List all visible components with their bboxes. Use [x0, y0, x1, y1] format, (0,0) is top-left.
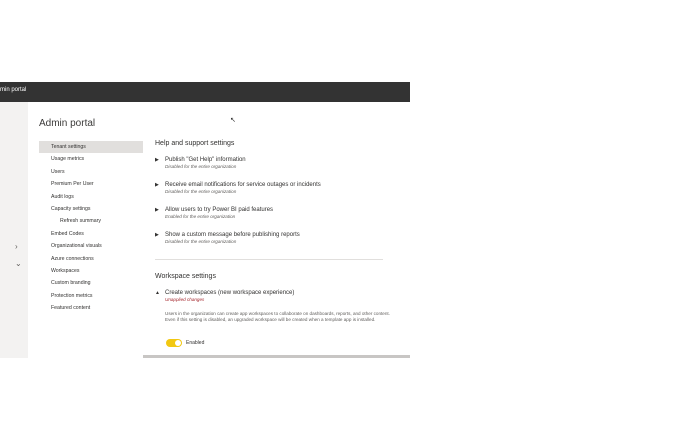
admin-portal-pane — [28, 102, 410, 358]
setting-name: Receive email notifications for service outages or incidents — [165, 182, 321, 188]
caret-right-icon[interactable]: ▶ — [155, 207, 159, 213]
nav-item-tenant-settings[interactable]: Tenant settings — [39, 141, 143, 153]
mouse-cursor-icon: ↖ — [230, 117, 236, 124]
section-title-workspace: Workspace settings — [155, 273, 216, 280]
top-bar-title: min portal — [0, 87, 27, 93]
section-divider — [155, 259, 383, 260]
nav-item-protection-metrics[interactable]: Protection metrics — [51, 292, 93, 299]
setting-status: Disabled for the entire organization — [165, 189, 237, 194]
setting-status: Disabled for the entire organization — [165, 164, 237, 169]
nav-item-azure-connections[interactable]: Azure connections — [51, 255, 94, 262]
horizontal-scrollbar[interactable] — [143, 355, 410, 358]
section-title-help: Help and support settings — [155, 140, 235, 147]
setting-status: Enabled for the entire organization — [165, 214, 236, 219]
setting-create-workspaces[interactable] — [155, 290, 294, 302]
nav-item-featured-content[interactable]: Featured content — [51, 305, 91, 312]
setting-name: Create workspaces (new workspace experience) — [165, 290, 295, 296]
nav-item-embed-codes[interactable]: Embed Codes — [51, 230, 84, 237]
nav-item-custom-branding[interactable]: Custom branding — [51, 280, 91, 287]
settings-nav — [39, 141, 143, 314]
setting-name: Allow users to try Power BI paid features — [165, 207, 274, 213]
setting-email-notifications[interactable] — [155, 182, 321, 194]
nav-item-audit-logs[interactable]: Audit logs — [51, 193, 74, 200]
nav-item-users[interactable]: Users — [51, 168, 65, 175]
top-bar — [0, 82, 410, 102]
left-rail — [0, 102, 28, 358]
toggle-label: Enabled — [186, 340, 205, 346]
caret-right-icon[interactable]: ▶ — [155, 157, 159, 163]
enabled-toggle[interactable] — [166, 339, 182, 347]
setting-status: Disabled for the entire organization — [165, 239, 237, 244]
enabled-toggle-row — [166, 339, 204, 347]
chevron-right-icon[interactable]: › — [15, 242, 18, 251]
nav-item-capacity-settings[interactable]: Capacity settings — [51, 205, 91, 212]
setting-name: Show a custom message before publishing reports — [165, 232, 300, 238]
setting-try-paid-features[interactable] — [155, 207, 273, 219]
nav-item-usage-metrics[interactable]: Usage metrics — [51, 156, 85, 163]
nav-item-refresh-summary[interactable]: Refresh summary — [60, 218, 101, 225]
chevron-down-icon[interactable]: ⌄ — [15, 259, 22, 268]
caret-right-icon[interactable]: ▶ — [155, 182, 159, 188]
unapplied-changes-label: Unapplied changes — [165, 297, 205, 302]
setting-get-help[interactable] — [155, 157, 246, 169]
setting-name: Publish "Get Help" information — [165, 157, 246, 163]
setting-custom-message[interactable] — [155, 232, 300, 244]
setting-description: Users in the organization can create app workspaces to collaborate on dashboards, reports, and other content. Even if this setting is disabled, an upgraded workspace will be created when a template app is installed. — [165, 311, 390, 323]
page-title: Admin portal — [39, 118, 96, 129]
caret-right-icon[interactable]: ▶ — [155, 232, 159, 238]
nav-item-organizational-visuals[interactable]: Organizational visuals — [51, 243, 102, 250]
nav-item-premium-per-user[interactable]: Premium Per User — [51, 181, 94, 188]
caret-down-icon[interactable]: ▲ — [155, 290, 160, 296]
toggle-knob — [175, 340, 181, 346]
nav-item-workspaces[interactable]: Workspaces — [51, 267, 80, 274]
